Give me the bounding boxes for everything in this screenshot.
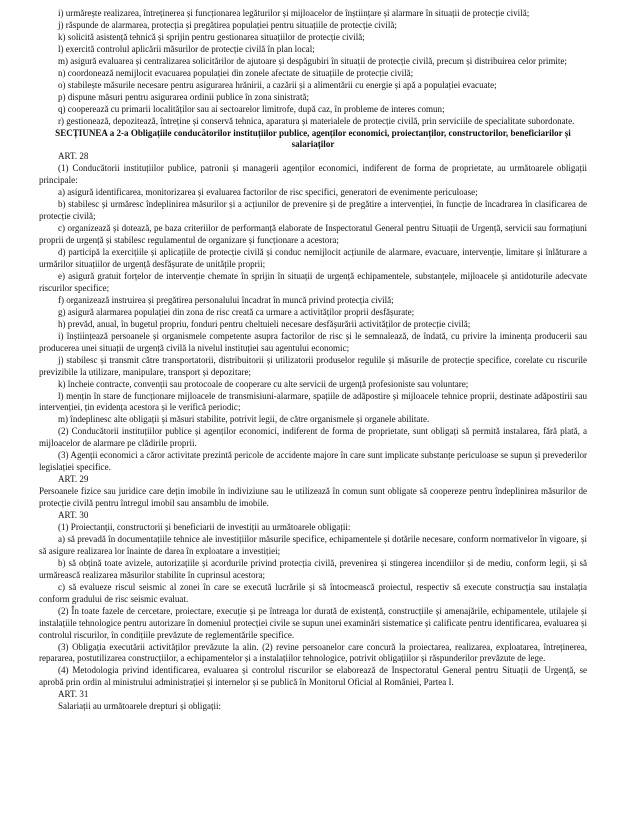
paragraph: k) solicită asistență tehnică și sprijin pentru gestionarea situațiilor de protecție civilă;: [58, 31, 365, 42]
article-number: ART. 29: [58, 474, 89, 485]
paragraph: l) exercită controlul aplicării măsurilor de protecție civilă în plan local;: [58, 43, 315, 54]
paragraph: d) participă la exercițiile și aplicațiile de protecție civilă și conduc nemijlocit acțiunile de alarmare, evacuare, intervenție, limitare și înlăturare a urmărilor situațiilor de urgență desfășurate de unitățile proprii;: [39, 247, 587, 270]
paragraph: Persoanele fizice sau juridice care dețin imobile în indiviziune sau le utilizează în comun sunt obligate să coopereze pentru îndeplinirea măsurilor de protecție civilă pentru întregul imobil sau ansamblu de imobile.: [39, 486, 587, 509]
paragraph: r) gestionează, depozitează, întreține și conservă tehnica, aparatura și materialele de protecție civilă, prin serviciile de specialitate subordonate.: [58, 115, 575, 126]
paragraph: n) coordonează nemijlocit evacuarea populației din zonele afectate de situațiile de protecție civilă;: [58, 67, 414, 78]
paragraph: b) stabilesc și urmăresc îndeplinirea măsurilor și a acțiunilor de prevenire și de pregătire a intervenției, în funcție de încadrarea în clasificarea de protecție civilă;: [39, 199, 587, 222]
paragraph: h) prevăd, anual, în bugetul propriu, fonduri pentru cheltuieli necesare desfășurării activităților de protecție civilă;: [58, 318, 471, 329]
paragraph: Salariații au următoarele drepturi și obligații:: [58, 701, 222, 712]
paragraph: (4) Metodologia privind identificarea, evaluarea și controlul riscurilor se elaborează de Inspectoratul General pentru Situații de Urgență, se aprobă prin ordin al ministrului administrației și internelor și se publică în Monitorul Oficial al României, Partea I.: [39, 665, 587, 688]
paragraph: e) asigură gratuit forțelor de intervenție chemate în sprijin în situații de urgență echipamentele, substanțele, mijloacele și antidoturile adecvate riscurilor specifice;: [39, 270, 587, 293]
section-heading: SECȚIUNEA a 2-a Obligațiile conducătorilor instituțiilor publice, agenților economici, proiectanților, constructorilor, beneficiarilor și salariaților: [55, 127, 571, 150]
paragraph: a) să prevadă în documentațiile tehnice ale investițiilor măsurile specifice, echipamentele și dotările necesare, conform normativelor în vigoare, și să asigure realizarea lor înainte de darea în exploatare a investiției;: [39, 533, 587, 556]
paragraph: c) organizează și dotează, pe baza criteriilor de performanță elaborate de Inspectoratul General pentru Situații de Urgență, servicii sau formațiuni proprii de urgență și stabilesc regulamentul de organizare și funcționare a acestora;: [39, 223, 587, 246]
paragraph: m) îndeplinesc alte obligații și măsuri stabilite, potrivit legii, de către organismele și organele abilitate.: [58, 414, 430, 425]
article-number: ART. 31: [58, 689, 89, 700]
paragraph: (3) Agenții economici a căror activitate prezintă pericole de accidente majore în care sunt implicate substanțe periculoase se supun și prevederilor legislației specifice.: [39, 450, 587, 473]
paragraph: (3) Obligația executării activităților prevăzute la alin. (2) revine persoanelor care concură la proiectarea, realizarea, exploatarea, întreținerea, repararea, postutilizarea construcțiilor, a echipamentelor și a instalațiilor tehnologice, potrivit obligațiilor și răspunderilor prevăzute de lege.: [39, 641, 587, 664]
paragraph: j) stabilesc și transmit către transportatorii, distribuitorii și utilizatorii produselor regulile și măsurile de protecție specifice, corelate cu riscurile previzibile la utilizare, manipulare, transport și depozitare;: [39, 354, 587, 377]
paragraph: (2) Conducătorii instituțiilor publice și agenților economici, indiferent de forma de proprietate, sunt obligați să permită instalarea, fără plată, a mijloacelor de alarmare pe clădirile proprii.: [39, 426, 587, 449]
paragraph: i) înștiințează persoanele și organismele competente asupra factorilor de risc și le semnalează, de îndată, cu privire la iminența producerii sau producerea unei situații de urgență civilă la nivelul instituției sau agentului economic;: [39, 330, 587, 353]
paragraph: f) organizează instruirea și pregătirea personalului încadrat în muncă privind protecția civilă;: [58, 294, 394, 305]
article-number: ART. 30: [58, 510, 89, 521]
paragraph: m) asigură evaluarea și centralizarea solicitărilor de ajutoare și despăgubiri în situații de protecție civilă, precum și distribuirea celor primite;: [58, 55, 567, 66]
paragraph: o) stabilește măsurile necesare pentru asigurarea hrănirii, a cazării și a alimentării cu energie și apă a populației evacuate;: [58, 79, 497, 90]
paragraph: j) răspunde de alarmarea, protecția și pregătirea populației pentru situațiile de protecție civilă;: [58, 19, 397, 30]
paragraph: i) urmărește realizarea, întreținerea și funcționarea legăturilor și mijloacelor de înștiințare și alarmare în situații de protecție civilă;: [58, 8, 530, 18]
paragraph: b) să obțină toate avizele, autorizațiile și acordurile privind protecția civilă, prevenirea și stingerea incendiilor și de mediu, conform legii, și să urmărească realizarea măsurilor stabilite în cuprinsul acestora;: [39, 557, 587, 580]
paragraph: l) mențin în stare de funcționare mijloacele de transmisiuni-alarmare, spațiile de adăpostire și mijloacele tehnice proprii, destinate adăpostirii sau intervenției, țin evidența acestora și le verifică periodic;: [39, 390, 587, 413]
paragraph: (1) Conducătorii instituțiilor publice, patronii și managerii agenților economici, indiferent de forma de proprietate, au următoarele obligații principale:: [39, 163, 587, 186]
paragraph: c) să evalueze riscul seismic al zonei în care se execută lucrările și să întocmească proiectul, respectiv să execute construcția sau instalația conform gradului de risc seismic evaluat.: [39, 581, 587, 604]
paragraph: a) asigură identificarea, monitorizarea și evaluarea factorilor de risc specifici, generatori de evenimente periculoase;: [58, 187, 478, 198]
paragraph: (2) În toate fazele de cercetare, proiectare, execuție și pe întreaga lor durată de existență, construcțiile și amenajările, echipamentele, utilajele și instalațiile tehnologice pentru autorizare în domeniul protecției civile se supun unei examinări sistematice și calificate pentru identificarea, evaluarea și controlul riscurilor, în condițiile prevăzute de reglementările specifice.: [39, 605, 587, 640]
paragraph: k) încheie contracte, convenții sau protocoale de cooperare cu alte servicii de urgență profesioniste sau voluntare;: [58, 378, 469, 389]
paragraph: (1) Proiectanții, constructorii și beneficiarii de investiții au următoarele obligații:: [58, 521, 351, 532]
paragraph: g) asigură alarmarea populației din zona de risc creată ca urmare a activităților proprii desfășurate;: [58, 306, 415, 317]
article-number: ART. 28: [58, 151, 89, 162]
paragraph: p) dispune măsuri pentru asigurarea ordinii publice în zona sinistrată;: [58, 91, 309, 102]
paragraph: q) cooperează cu primarii localităților sau ai sectoarelor limitrofe, după caz, în probleme de interes comun;: [58, 103, 445, 114]
